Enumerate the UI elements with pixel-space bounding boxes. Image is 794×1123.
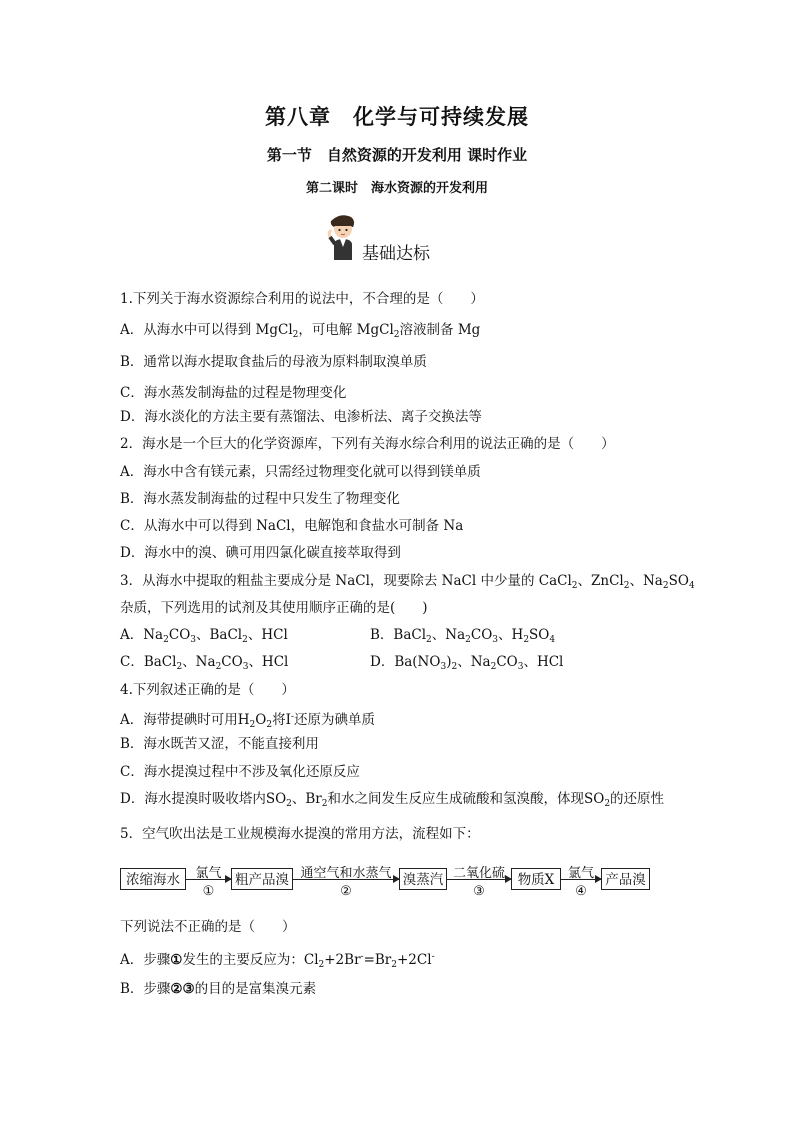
flow-box-crude-bromine: 粗产品溴 (231, 868, 293, 890)
q1-option-b: B．通常以海水提取食盐后的母液为原料制取溴单质 (120, 354, 427, 370)
flow-box-product-bromine: 产品溴 (601, 868, 650, 890)
section-label: 基础达标 (362, 244, 430, 264)
q3-option-b: B．BaCl$_2$、$Na_2CO_3$、$H_2SO_4$ (370, 627, 556, 645)
q2-option-b: B．海水蒸发制海盐的过程中只发生了物理变化 (120, 491, 400, 507)
flow-box-bromine-vapor: 溴蒸汽 (399, 868, 447, 890)
q3-option-d: D．$Ba(NO_3)_2$、$Na_2CO_3$、HCl (370, 654, 564, 672)
q5-ask: 下列说法不正确的是（ ） (120, 919, 296, 935)
q3-option-a: A．$Na_2CO_3$、BaCl$_2$、HCl (120, 627, 288, 645)
q4-option-d: D．海水提溴时吸收塔内$SO_2$、$Br_2$和水之间发生反应生成硫酸和氢溴酸，体现$SO_2$的还原性 (120, 791, 665, 809)
flow-label-4: 氯气 (567, 866, 594, 881)
q3-stem: 3．从海水中提取的粗盐主要成分是 NaCl，现要除去 NaCl 中少量的 CaCl$_2$、ZnCl$_2$、$Na_2SO_4$ (120, 573, 695, 591)
flow-step-4: ④ (575, 884, 587, 899)
process-flow-diagram (120, 864, 660, 900)
q4-option-a: A．海带提碘时可用$H_2O_2$将I-还原为碘单质 (120, 712, 375, 730)
flow-box-substance-x: 物质X (511, 868, 561, 890)
student-thinking-icon (326, 213, 360, 261)
chapter-title: 第八章 化学与可持续发展 (265, 104, 529, 129)
q2-option-a: A．海水中含有镁元素，只需经过物理变化就可以得到镁单质 (120, 464, 481, 480)
q3-option-c: C．BaCl$_2$、$Na_2CO_3$、HCl (120, 654, 289, 672)
flow-step-3: ③ (473, 884, 485, 899)
q3-stem-line2: 杂质，下列选用的试剂及其使用顺序正确的是( ) (120, 600, 428, 616)
q4-option-b: B．海水既苦又涩，不能直接利用 (120, 736, 319, 752)
q2-option-c: C．从海水中可以得到 NaCl，电解饱和食盐水可制备 Na (120, 518, 464, 534)
q1-option-d: D．海水淡化的方法主要有蒸馏法、电渗析法、离子交换法等 (120, 409, 482, 425)
q4-option-c: C．海水提溴过程中不涉及氧化还原反应 (120, 764, 360, 780)
flow-label-1: 氯气 (195, 866, 222, 881)
flow-step-2: ② (340, 884, 352, 899)
q1-option-a: A．从海水中可以得到 MgCl$_2$，可电解 MgCl$_2$溶液制备 Mg (120, 322, 481, 340)
q5-option-a: A．步骤①发生的主要反应为：$Cl_2+2Br^-=Br_2+2Cl^-$ (120, 952, 435, 970)
q2-option-d: D．海水中的溴、碘可用四氯化碳直接萃取得到 (120, 545, 401, 561)
flow-step-1: ① (202, 884, 215, 899)
q5-option-b: B．步骤②③的目的是富集溴元素 (120, 981, 317, 997)
q4-stem: 4.下列叙述正确的是（ ） (120, 682, 295, 698)
q2-stem: 2．海水是一个巨大的化学资源库，下列有关海水综合利用的说法正确的是（ ） (120, 436, 615, 452)
q5-stem: 5．空气吹出法是工业规模海水提溴的常用方法，流程如下： (120, 826, 480, 842)
flow-label-2: 通空气和水蒸气 (300, 866, 392, 881)
lesson-title: 第二课时 海水资源的开发利用 (305, 181, 488, 196)
q1-option-c: C．海水蒸发制海盐的过程是物理变化 (120, 385, 347, 401)
flow-box-concentrated-seawater: 浓缩海水 (120, 868, 186, 890)
flow-label-3: 二氧化硫 (452, 866, 505, 881)
section-title: 第一节 自然资源的开发利用 课时作业 (266, 146, 528, 164)
q1-stem: 1.下列关于海水资源综合利用的说法中，不合理的是（ ） (120, 291, 484, 307)
